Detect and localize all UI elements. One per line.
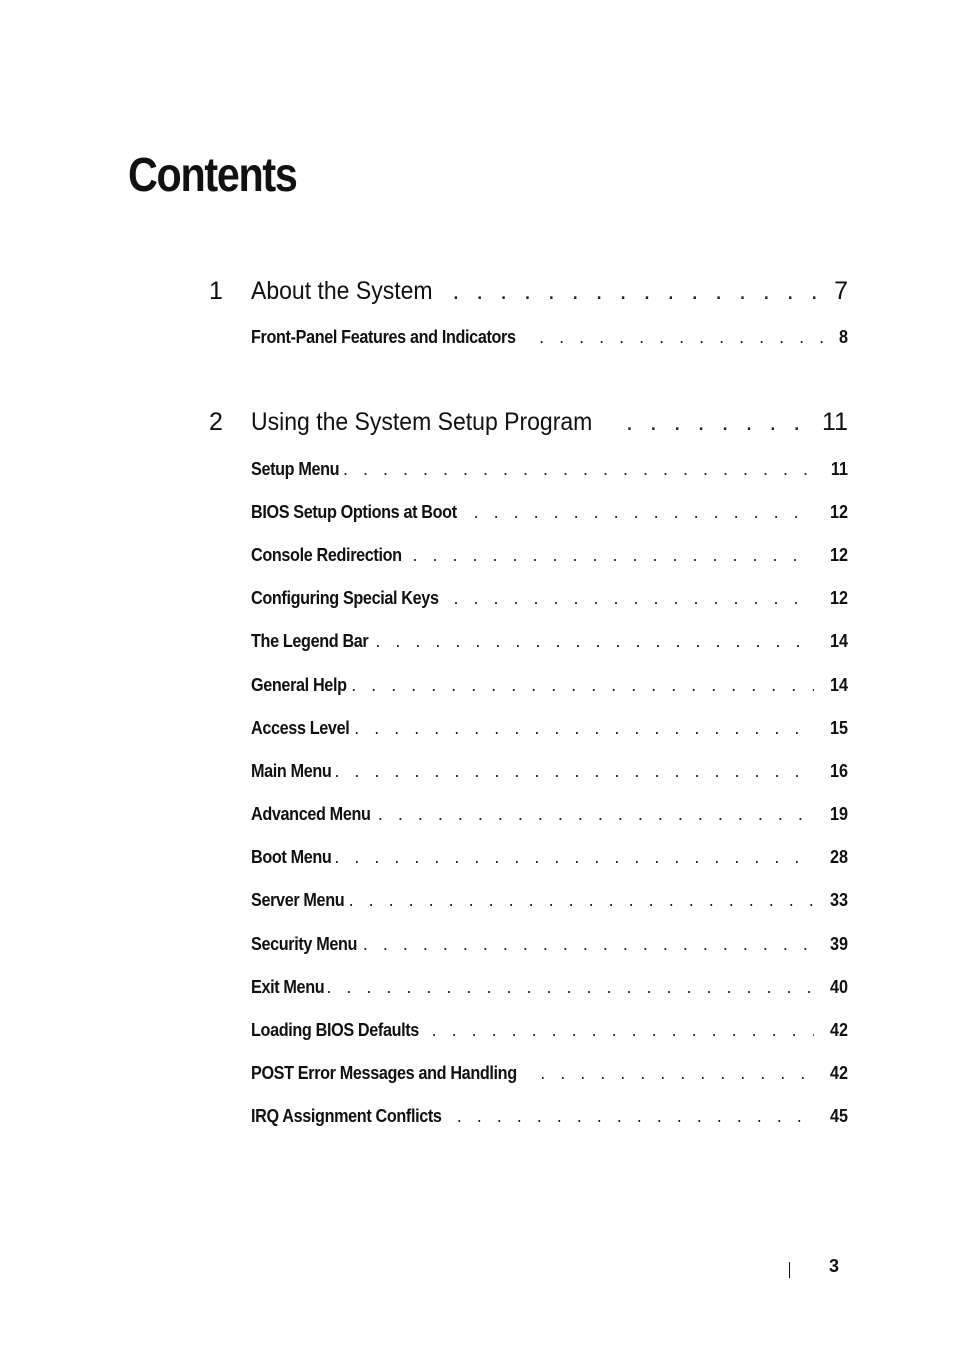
section-page-number: 42	[829, 1063, 848, 1083]
footer-page-number: 3	[829, 1256, 840, 1276]
section-page-number: 8	[838, 327, 848, 347]
dot-leader	[453, 588, 814, 609]
toc-section-entry[interactable]	[251, 847, 848, 871]
dot-leader	[540, 1063, 814, 1084]
section-page-number: 12	[829, 545, 848, 565]
chapter-title: About the System	[251, 277, 433, 305]
section-title: The Legend Bar	[251, 631, 369, 651]
dot-leader	[452, 277, 818, 306]
section-page-number: 14	[829, 631, 848, 651]
toc-section-entry[interactable]	[251, 890, 848, 914]
toc-section-entry[interactable]	[251, 1106, 848, 1130]
toc-section-entry[interactable]	[251, 1020, 848, 1044]
section-page-number: 12	[829, 588, 848, 608]
dot-leader	[378, 804, 814, 825]
toc-section-entry[interactable]	[251, 804, 848, 828]
section-title: Configuring Special Keys	[251, 588, 439, 608]
dot-leader	[432, 1020, 814, 1041]
dot-leader	[412, 545, 814, 566]
dot-leader	[349, 890, 814, 911]
dot-leader	[375, 631, 814, 652]
section-title: Boot Menu	[251, 847, 332, 867]
toc-section-entry[interactable]	[251, 675, 848, 699]
section-title: Exit Menu	[251, 977, 325, 997]
section-page-number: 15	[829, 718, 848, 738]
section-title: Server Menu	[251, 890, 345, 910]
section-title: Access Level	[251, 718, 350, 738]
section-title: IRQ Assignment Conflicts	[251, 1106, 442, 1126]
section-page-number: 19	[829, 804, 848, 824]
chapter-title: Using the System Setup Program	[251, 408, 593, 436]
section-title: General Help	[251, 675, 347, 695]
section-page-number: 14	[829, 675, 848, 695]
toc-section-entry[interactable]	[251, 977, 848, 1001]
section-title: Loading BIOS Defaults	[251, 1020, 419, 1040]
page-title: Contents	[128, 149, 297, 202]
toc-section-entry[interactable]	[251, 761, 848, 785]
section-title: Console Redirection	[251, 545, 402, 565]
toc-chapter-entry[interactable]	[251, 408, 848, 440]
toc-section-entry[interactable]	[251, 545, 848, 569]
chapter-page-number: 7	[834, 277, 848, 305]
dot-leader	[363, 934, 814, 955]
toc-section-entry[interactable]	[251, 934, 848, 958]
section-page-number: 28	[829, 847, 848, 867]
section-title: Main Menu	[251, 761, 332, 781]
section-page-number: 39	[829, 934, 848, 954]
toc-section-entry[interactable]	[251, 502, 848, 526]
dot-leader	[539, 327, 824, 348]
section-title: BIOS Setup Options at Boot	[251, 502, 457, 522]
dot-leader	[334, 761, 814, 782]
section-page-number: 40	[829, 977, 848, 997]
section-page-number: 12	[829, 502, 848, 522]
section-title: Setup Menu	[251, 459, 340, 479]
section-page-number: 33	[829, 890, 848, 910]
toc-chapter-entry[interactable]	[251, 277, 848, 309]
section-page-number: 45	[829, 1106, 848, 1126]
section-page-number: 16	[829, 761, 848, 781]
dot-leader	[334, 847, 814, 868]
toc-section-entry[interactable]	[251, 588, 848, 612]
toc-section-entry[interactable]	[251, 631, 848, 655]
dot-leader	[351, 675, 814, 696]
dot-leader	[326, 977, 814, 998]
section-page-number: 42	[829, 1020, 848, 1040]
dot-leader	[457, 1106, 814, 1127]
toc-section-entry[interactable]	[251, 1063, 848, 1087]
chapter-page-number: 11	[822, 408, 848, 436]
chapter-number: 1	[209, 277, 223, 305]
section-title: POST Error Messages and Handling	[251, 1063, 517, 1083]
dot-leader	[343, 459, 815, 480]
dot-leader	[474, 502, 814, 523]
toc-section-entry[interactable]	[251, 459, 848, 483]
dot-leader	[626, 408, 806, 437]
toc-section-entry[interactable]	[251, 718, 848, 742]
footer-divider	[789, 1262, 790, 1278]
section-title: Front-Panel Features and Indicators	[251, 327, 516, 347]
chapter-number: 2	[209, 408, 223, 436]
section-title: Advanced Menu	[251, 804, 371, 824]
dot-leader	[354, 718, 814, 739]
toc-section-entry[interactable]	[251, 327, 848, 351]
section-title: Security Menu	[251, 934, 358, 954]
section-page-number: 11	[830, 459, 848, 479]
